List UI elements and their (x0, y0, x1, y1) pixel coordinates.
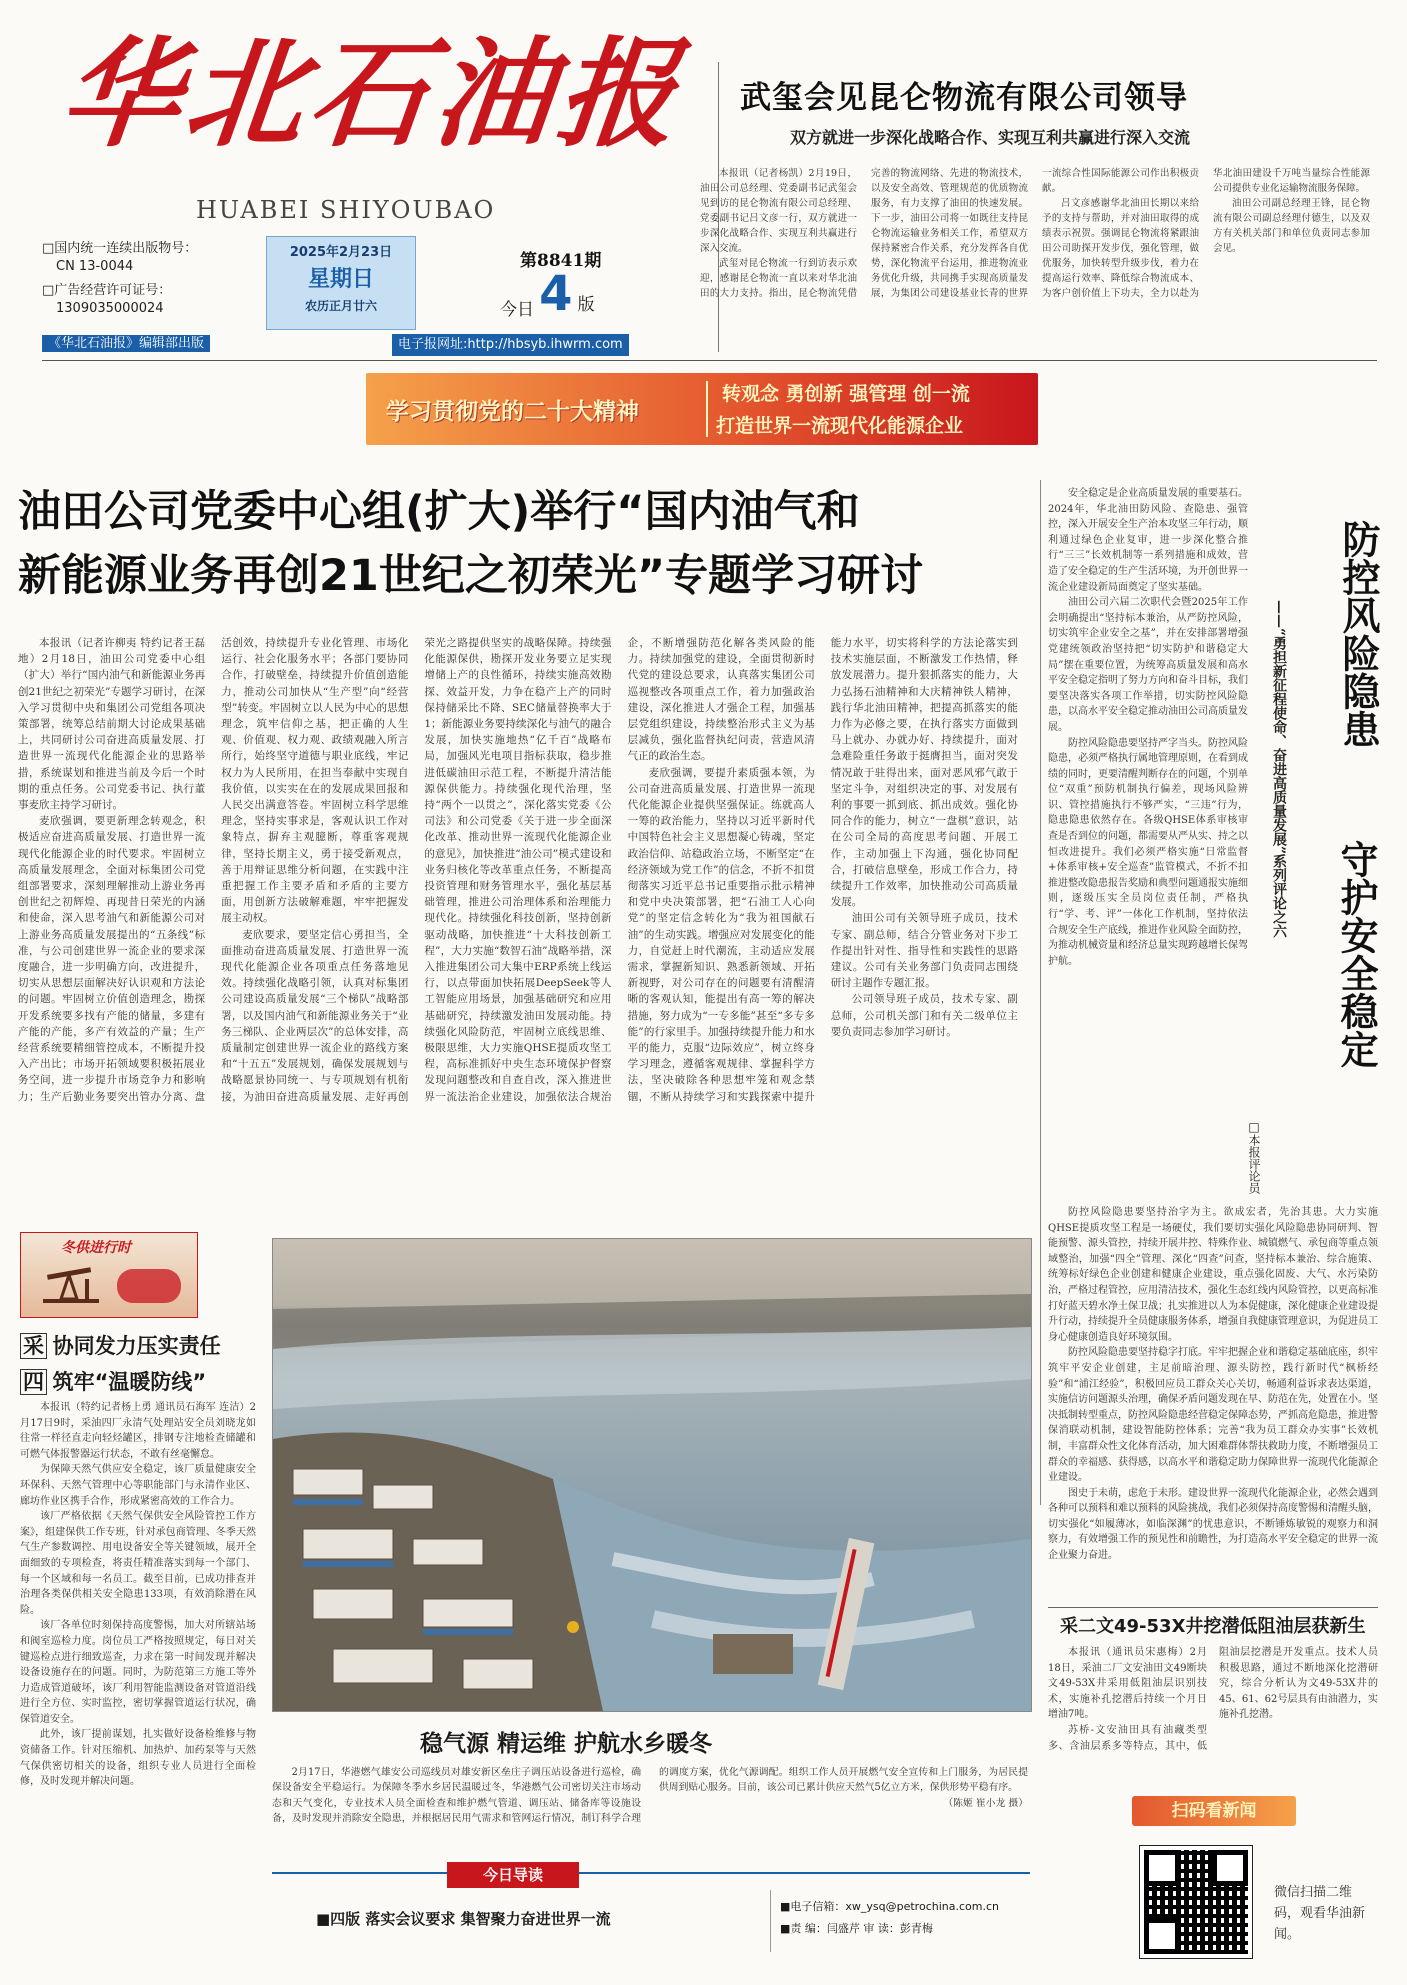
commentary-para: 防控风险隐患要坚持稳字打底。牢牢把握企业和谐稳定基础底座，织牢筑牢平安企业创建，主足前暗治理、源头防控，践行新时代“枫桥经验”和“浦江经验”，积极回应员工群众关心关切，畅通利益诉求表达渠道，实施信访问题源头治理，确保矛盾问题发现在早、防范在先，处置在小。坚决抵制转型重点，防控风险隐患经营稳定保障态势，严抓高危隐患，推进警保消联动机制，建设智能防控体系；完善“我为员工群众办实事”长效机制，丰富群众性文化体育活动，加大困难群体帮扶救助力度，不断增强员工群众的幸福感、获得感，以高水平和谐稳定助力保障世界一流现代化能源企业建设。 (1048, 1347, 1378, 1484)
ad-value: 1309035000024 (56, 301, 164, 316)
lunar-date: 农历正月廿六 (304, 299, 377, 313)
website[interactable]: 电子报网址:http://hbsyb.ihwrm.com (392, 334, 629, 356)
winter-headline-1: 协同发力压实责任 (52, 1334, 221, 1358)
erwen-para: 本报讯（通讯员宋惠梅）2月18日，采油二厂文安油田文49断块文49-53X井采用低阻油层识别技术，实施补孔挖潜后持续一个月日增油7吨。 (1048, 1647, 1207, 1721)
theme-banner (366, 373, 1038, 445)
pumpjack-icon (41, 1261, 101, 1305)
lead-para: 本报讯（记者许柳夷 特约记者王磊地）2月18日，油田公司党委中心组（扩大）举行“国内油气和新能源业务再创21世纪之初荣光”专题学习研讨，在深入学习贯彻中央和集团公司党组各项决策部署，统筹总结前期大讨论成果基础上，共同研讨公司奋进高质量发展、打造世界一流现代化能源企业的思路举措，系统谋划和推进当前及今后一个时期的重点任务。公司党委书记、执行董事麦欣主持学习研讨。 (18, 637, 206, 812)
top-story-body (700, 166, 1370, 336)
footer-email[interactable]: ■电子信箱：xw_ysq@petrochina.com.cn (780, 1900, 999, 1913)
lead-body (18, 635, 1018, 1180)
top-story-headline: 武玺会见昆仑物流有限公司领导 (740, 80, 1188, 116)
ad-label: □广告经营许可证号： (42, 283, 172, 298)
commentary-title-col2 (1318, 840, 1378, 1068)
cn-value: CN 13-0044 (56, 259, 134, 274)
lead-para: 麦欣要求，要坚定信心勇担当，全面推动奋进高质量发展、打造世界一流现代化能源企业各项重点任务落地见效。持续强化战略引领，认真对标集团公司建设高质量发展“三个梯队”战略部署，以及国内油气和新能源业务关于“业务三梯队、企业两层次”的总体安排，高质量制定创建世界一流企业的路线方案和“十五五”发展规划，确保发展规划与战略愿景协同统一、与专项规划有机衔接，为油田奋进高质量发展、走好再创荣光之路提供坚实的战略保障。持续强化能源保供，勘探开发业务要立足实现增储上产的良性循环，持续实施高效勘探、效益开发，力争在稳产上产的同时保持储采比不降、SEC储量替换率大于1；新能源业务要持续深化与油气的融合发展，加快实施地热“亿千百”战略布局，加强风光电项目指标获取，稳步推进低碳油田示范工程，不断提升清洁能源保供能力。持续强化现代治理，坚持“两个一以贯之”，深化落实党委《公司法》和公司党委《关于进一步全面深化改革、推动世界一流现代化能源企业的意见》，加快推进“油公司”模式建设和业务归核化等改革重点任务，不断提高投资管理和财务管理水平，强化基层基础管理，推进公司治理体系和治理能力现代化。持续强化科技创新，坚持创新驱动战略，加快推进“十大科技创新工程”，大力实施“数智石油”战略举措，深入推进集团公司大集中ERP系统上线运行，以点带面加快拓展DeepSeek等人工智能应用场景，加强基础研究和应用基础研究，持续激发油田发展动能。持续强化风险防范，牢固树立底线思维、极限思维，大力实施QHSE提质攻坚工程，高标准抓好中央生态环境保护督察发现问题整改和自查自改，深入推进世界一流法治企业建设，加强依法合规治企，不断增强防范化解各类风险的能力。持续加强党的建设，全面贯彻新时代党的建设总要求，认真落实集团公司巡视整改各项重点工作，着力加强政治建设，深化推进人才强企工程，加强基层党组织建设，持续整治形式主义为基层减负，强化监督执纪问责，营造风清气正的政治生态。 (221, 637, 815, 1103)
gas-tank-icon (117, 1269, 181, 1303)
lead-headline-line1: 油田公司党委中心组(扩大)举行“国内油气和 (18, 487, 860, 537)
commentary-author: □本报评论员 (1247, 1120, 1261, 1194)
lead-headline-line2: 新能源业务再创21世纪之初荣光”专题学习研讨 (18, 551, 924, 601)
issue-number: 第8841期 (520, 251, 602, 271)
winter-badge (20, 1232, 198, 1318)
commentary-para: 防控风险隐患要坚持治字为主。欲成宏者，先治其患。大力实施QHSE提质攻坚工程是一场硬仗，我们要切实强化风险隐患协同研判、智能预警、源头管控，持续开展井控、特殊作业、城镇燃气、承包商等重点领域整治，加强“四全”管理、深化“四查”问查，坚持标本兼治、综合施策、统筹标好绿色企业创建和健康企业建设，重点强化固废、大气、水污染防治，严格过程管控，应用清洁技术，强化生态红线内风险管控，以更高标准打好蓝天碧水净土保卫战；扎实推进以人为本促健康，深化健康企业建设提升行动，持续提升全员健康服务体系，增强自我健康管理意识，为促进员工身心健康创造良好环境氛围。 (1048, 1207, 1378, 1343)
commentary-para: 防控风险隐患要坚持严字当头。防控风险隐患，必须严格执行属地管理原则，在看到成绩的同时，更要清醒判断存在的问题，个别单位“双重”预防机制执行偏差，现场风险辨识、管控措施执行不够严实，“三违”行为，隐患隐患依然存在。各级QHSE体系审核审查是否到位的问题，都需要从严从实、持之以恒改进提升。我们必须严格实施“日常监督+体系审核+安全巡查”监管模式，不折不扣推进整改隐患报告奖励和典型问题通报实施细则，逐级压实全员岗位责任制，严格执行“学、考、评”一体化工作机制，坚持依法合规安全生产底线，推进作业风险全面防控，为推动机械资量和经济总量实现跨越增长保驾护航。 (1048, 737, 1248, 967)
winter-body (20, 1400, 256, 1955)
masthead-title: 华北石油报 (54, 24, 690, 163)
masthead-logo (54, 24, 690, 174)
winter-para: 为保障天然气供应安全稳定，该厂质量健康安全环保科、天然气管理中心等职能部门与永清作业区、廊坊作业区携手合作，形成紧密高效的工作合力。 (20, 1464, 256, 1507)
footer-editor: ■责 编：闫盛芹 审 读：彭青梅 (780, 1922, 933, 1935)
top-story-para: 吕文彦感谢华北油田长期以来给予的支持与帮助，并对油田取得的成绩表示祝贺。强调昆仑物流将紧跟油田公司助探开发步伐，强化管理，做优服务，加快转型升级步伐，着力在提高运行效率、降低综合物流成本、为客户创价值上下功夫，全力以赴为华北油田建设千万吨当量综合性能源公司提供专业化运输物流服务保障。 (1042, 168, 1370, 299)
commentary-body-top (1048, 486, 1248, 1198)
page-count-number: 4 (539, 266, 573, 322)
commentary-para: 油田公司六届二次职代会暨2025年工作会明确提出“坚持标本兼治，从严防控风险，切实筑牢企业安全之基”，并在安排部署增强党建统领政治坚持把“切实防护和谐稳定大局”摆在重要位置，为统筹高质量发展和高水平安全稳定指明了努力方向和奋斗目标，我们要坚决落实各项工作举措，切实防控风险隐患，以高水平安全稳定推动油田公司高质量发展。 (1048, 597, 1248, 733)
today-guide-text: 今日导读 (482, 1866, 543, 1884)
lead-headline (18, 480, 1028, 608)
today-guide-label (447, 1862, 579, 1888)
photo-caption-title: 稳气源 精运维 护航水乡暖冬 (420, 1731, 713, 1757)
winter-headline-2: 筑牢“温暖防线” (52, 1370, 207, 1394)
winter-para: 此外，该厂提前谋划，扎实做好设备检维修与物资储备工作。针对压缩机、加热炉、加药泵等与天然气保供密切相关的设备，组织专业人员进行全面检修，及时发现并解决问题。 (20, 1729, 256, 1788)
commentary-title-1: 防控风险隐患 (1336, 520, 1380, 748)
winter-para: 该厂各单位时刻保持高度警惕，加大对所辖站场和阀室巡检力度。岗位员工严格按照规定，每日对关键巡检点进行细致巡查，力求在第一时间发现并解决设备设施存在的问题。同时，为防范第三方施工等外力造成管道破坏，该厂利用智能监测设备对管道沿线进行全方位、实时监控，密切掌握管道运行状况，确保管道安全。 (20, 1620, 256, 1725)
masthead-pinyin: HUABEI SHIYOUBAO (196, 196, 496, 224)
winter-para: 该厂严格依据《天然气保供安全风险管控工作方案》，组建保供工作专班，针对承包商管理、冬季天然气生产参数调控、用电设备安全等关键领域，展开全面细致的专项检查，将责任精准落实到每一个部门、每一个区域和每一名员工。截至目前，已成功排查并治理各类保供相关安全隐患133项，有效消除潜在风险。 (20, 1511, 256, 1616)
issue-date: 2025年2月23日 (289, 245, 393, 260)
page-count (500, 268, 595, 320)
winter-badge-text: 冬供进行时 (61, 1240, 131, 1256)
commentary-para: 图史于未萌，虑危于未形。建设世界一流现代化能源企业，必然会遇到各种可以预料和难以预料的风险挑战，我们必须保持高度警惕和清醒头脑，切实强化“如履薄冰，如临深渊”的忧患意识，不断锤炼敏锐的观察力和洞察力，有效增强工作的预见性和前瞻性，为打造高水平安全稳定的世界一流企业聚力奋进。 (1048, 1487, 1378, 1562)
photo-caption-text: 2月17日，华港燃气雄安公司巡线员对雄安新区垒庄子调压站设备进行巡检，确保设备安全平稳运行。为保障冬季水乡居民温暖过冬，华港燃气公司密切关注市场动态和天气变化，专业技术人员全面检查和维护燃气管道、调压站、储备库等设施设备，及时发现并消除安全隐患，并根据居民用气需求和管网运行情况，制订科学合理的调度方案，优化气源调配。组织工作人员开展燃气安全宣传和上门服务，为居民提供周到贴心服务。目前，该公司已累计供应天然气5亿立方米，保供形势平稳有序。 (272, 1767, 1028, 1825)
winter-big-char-2: 四 (20, 1369, 47, 1395)
erwen-headline: 采二文49-53X井挖潜低阻油层获新生 (1060, 1616, 1366, 1637)
banner-right-2: 打造世界一流现代化能源企业 (716, 415, 964, 437)
cn-label: □国内统一连续出版物号： (42, 241, 198, 256)
lead-para: 麦欣强调，要更新理念转观念，积极适应奋进高质量发展、打造世界一流现代化能源企业的时代要求。牢固树立高质量发展理念，全面对标集团公司党组部署要求，深刻理解推动上游业务再创世纪之初辉煌、再现昔日荣光的内涵和使命，深入思考油气和新能源公司对上游业务高质量发展提出的“五条线”标准，与公司创建世界一流企业的要求深度融合，进一步明确方向，改进提升，切实从思想层面解决好认识观和方法论的问题。牢固树立价值创造理念，勘探开发系统要多找有产能的储量，多建有产能的产能，多产有效益的产量；生产经营系统要精细管控成本，不断提升投入产出比；市场开拓领域要积极拓展业务空间，进一步提升市场竞争力和影响力；生产后勤业务要突出管办分离、盘活创效，持续提升专业化管理、市场化运行、社会化服务水平；各部门要协同合作，打破壁垒，持续提升价值创造能力，推动公司加快从“生产型”向“经营型”转变。牢固树立以人民为中心的思想理念，筑牢信仰之基，把正确的人生观、价值观、权力观、政绩观融入所言所行，始终坚守道德与职业底线，牢记权力为人民所用，在担当奉献中实现自我价值，以实实在在的发展成果回报和人民交出满意答卷。牢固树立科学思维理念，坚持实事求是，客观认识工作对象特点，摒弃主观臆断，尊重客观规律，坚持长期主义，勇于接受新观点，善于用辩证思维分析问题，在实践中注重把握工作主要矛盾和矛盾的主要方面，用创新方法破解难题，牢牢把握发展主动权。 (18, 637, 409, 1103)
banner-left: 学习贯彻党的二十大精神 (386, 399, 639, 425)
erwen-para: 苏桥-文安油田具有油藏类型多、含油层系多等特点，其中，低阻油层挖潜是开发重点。技术人员积极思路，通过不断地深化挖潜研究，综合分析认为文49-53X井的45、61、62号层具有由油潜力，实施补孔挖潜。 (1048, 1647, 1378, 1752)
photo-credit: （陈姬 崔小龙 摄） (943, 1797, 1028, 1809)
lead-para: 公司领导班子成员，技术专家、副总师，公司机关部门和有关二级单位主要负责同志参加学习研讨。 (830, 993, 1018, 1038)
photo-caption-body (272, 1765, 1028, 1855)
date-box (266, 236, 416, 330)
commentary-body-bottom (1048, 1205, 1378, 1600)
publisher-line (42, 334, 942, 354)
page-count-prefix: 今日 (500, 300, 534, 320)
winter-big-char-1: 采 (20, 1333, 47, 1359)
banner-right-1: 转观念 勇创新 强管理 创一流 (722, 383, 970, 405)
winter-para: 本报讯（特约记者杨上勇 通讯员石海军 连洁）2月17日9时，采油四厂永清气处理站安全员刘晓龙如往常一样径直走向轻烃罐区，排钢专注地检查储罐和可燃气体报警器运行状态，不敢有丝毫懈怠。 (20, 1402, 256, 1460)
publisher: 《华北石油报》编辑部出版 (42, 335, 210, 352)
lead-para: 麦欣强调，要提升素质强本领，为公司奋进高质量发展、打造世界一流现代化能源企业提供坚强保证。练就高人一筹的政治能力，坚持以习近平新时代中国特色社会主义思想凝心铸魂，坚定政治信仰、站稳政治立场，不断坚定“在经济领域为党工作”的信念，不折不扣贯彻落实习近平总书记重要指示批示精神和党中央决策部署，把“石油工人心向党”的坚定信念转化为“我为祖国献石油”的生动实践。增强应对发展变化的能力，自觉赶上时代潮流，主动适应发展需求，掌握新知识、熟悉新领域、开拓新视野，对公司存在的问题要有清醒清晰的客观认知，能提出有高一筹的解决措施，努力成为“一专多能”甚至“多专多能”的行家里手。加强持续提升能力和水平的能力，克服“边际效应”，树立终身学习理念，遵循客观规律、掌握科学方法，坚决破除各种思想牢笼和观念禁锢，不断从持续学习和实践探索中提升能力水平，切实将科学的方法论落实到技术实施层面，不断激发工作热情，释放发展潜力。提升狠抓落实的能力，大力弘扬石油精神和大庆精神铁人精神，践行华北油田精神，把提高抓落实的能力作为必修之要，在执行落实方面做到马上就办、办就办好、持续提升，面对急难险重任务敢于挺膺担当，面对突发情况敢于驻得出来，面对恶风邪气敢于坚定斗争，对组织决定的事、对发展有利的事要一抓到底、抓出成效。强化协同合作的能力，树立“一盘棋”意识，站在公司全局的高度思考问题、开展工作，主动加强上下沟通，强化协同配合，打破信息壁垒，形成工作合力，持续提升工作效率，加快推动公司高质量发展。 (627, 637, 1018, 1103)
photo-scene (273, 1239, 1031, 1711)
qr-code-icon[interactable] (1140, 1846, 1252, 1958)
winter-headline (20, 1330, 250, 1396)
commentary-series: ——“勇担新征程使命、奋进高质量发展”系列评论之六 (1271, 600, 1287, 939)
photo-frozen-lake-village (272, 1238, 1032, 1712)
lead-para: 油田公司有关领导班子成员，技术专家、副总师，结合分管业务对下步工作提出针对性、指导性和实践性的思路建议。公司有关业务部门负责同志围绕研讨主题作专题汇报。 (830, 912, 1018, 990)
scan-text: 微信扫描二维码，观看华油新闻。 (1274, 1885, 1366, 1942)
weekday: 星期日 (307, 267, 374, 292)
erwen-body (1048, 1645, 1378, 1775)
scan-badge-text: 扫码看新闻 (1171, 1801, 1257, 1821)
commentary-title (1320, 520, 1380, 748)
commentary-title-2: 守护安全稳定 (1334, 840, 1378, 1068)
commentary-para: 安全稳定是企业高质量发展的重要基石。2024年，华北油田防风险、查隐患、强管控，深入开展安全生产治本攻坚三年行动，顺利通过绿色企业复审，进一步深化整合推行“三三”长效机制等一系列措施和成效，营造了安全稳定的生产生活环境，为开创世界一流企业建设新局面奠定了坚实基础。 (1048, 488, 1248, 593)
top-story-subheadline: 双方就进一步深化战略合作、实现互利共赢进行深入交流 (790, 128, 1191, 147)
top-story-para: 武玺对昆仑物流一行到访表示欢迎，感谢昆仑物流一直以来对华北油田的大力支持。指出，昆仑物流凭借完善的物流网络、先进的物流技术，以及安全高效、管理规范的优质物流服务，有力支撑了油田的快速发展。下一步，油田公司将一如既往支持昆仑物流运输业务相关工作，希望双方保持紧密合作关系，充分发挥各自优势，深化物流平台运用，推进物流业务优化升级，共同携手实现高质量发展，为集团公司建设基业长青的世界一流综合性国际能源公司作出积极贡献。 (700, 168, 1199, 299)
page-count-suffix: 版 (577, 295, 595, 315)
top-story-para: 油田公司副总经理王锋，昆仑物流有限公司副总经理付德生，以及双方有关机关部门和单位负责同志参加会见。 (1213, 198, 1370, 254)
top-story-para: 本报讯（记者杨凯）2月19日，油田公司总经理、党委副书记武玺会见到访的昆仑物流有限公司总经理、党委副书记吕文彦一行，双方就进一步深化战略合作、实现互利共赢进行深入交流。 (700, 168, 857, 254)
scan-badge (1132, 1796, 1296, 1826)
today-guide-item[interactable]: ■四版 落实会议要求 集智聚力奋进世界一流 (316, 1910, 611, 1928)
